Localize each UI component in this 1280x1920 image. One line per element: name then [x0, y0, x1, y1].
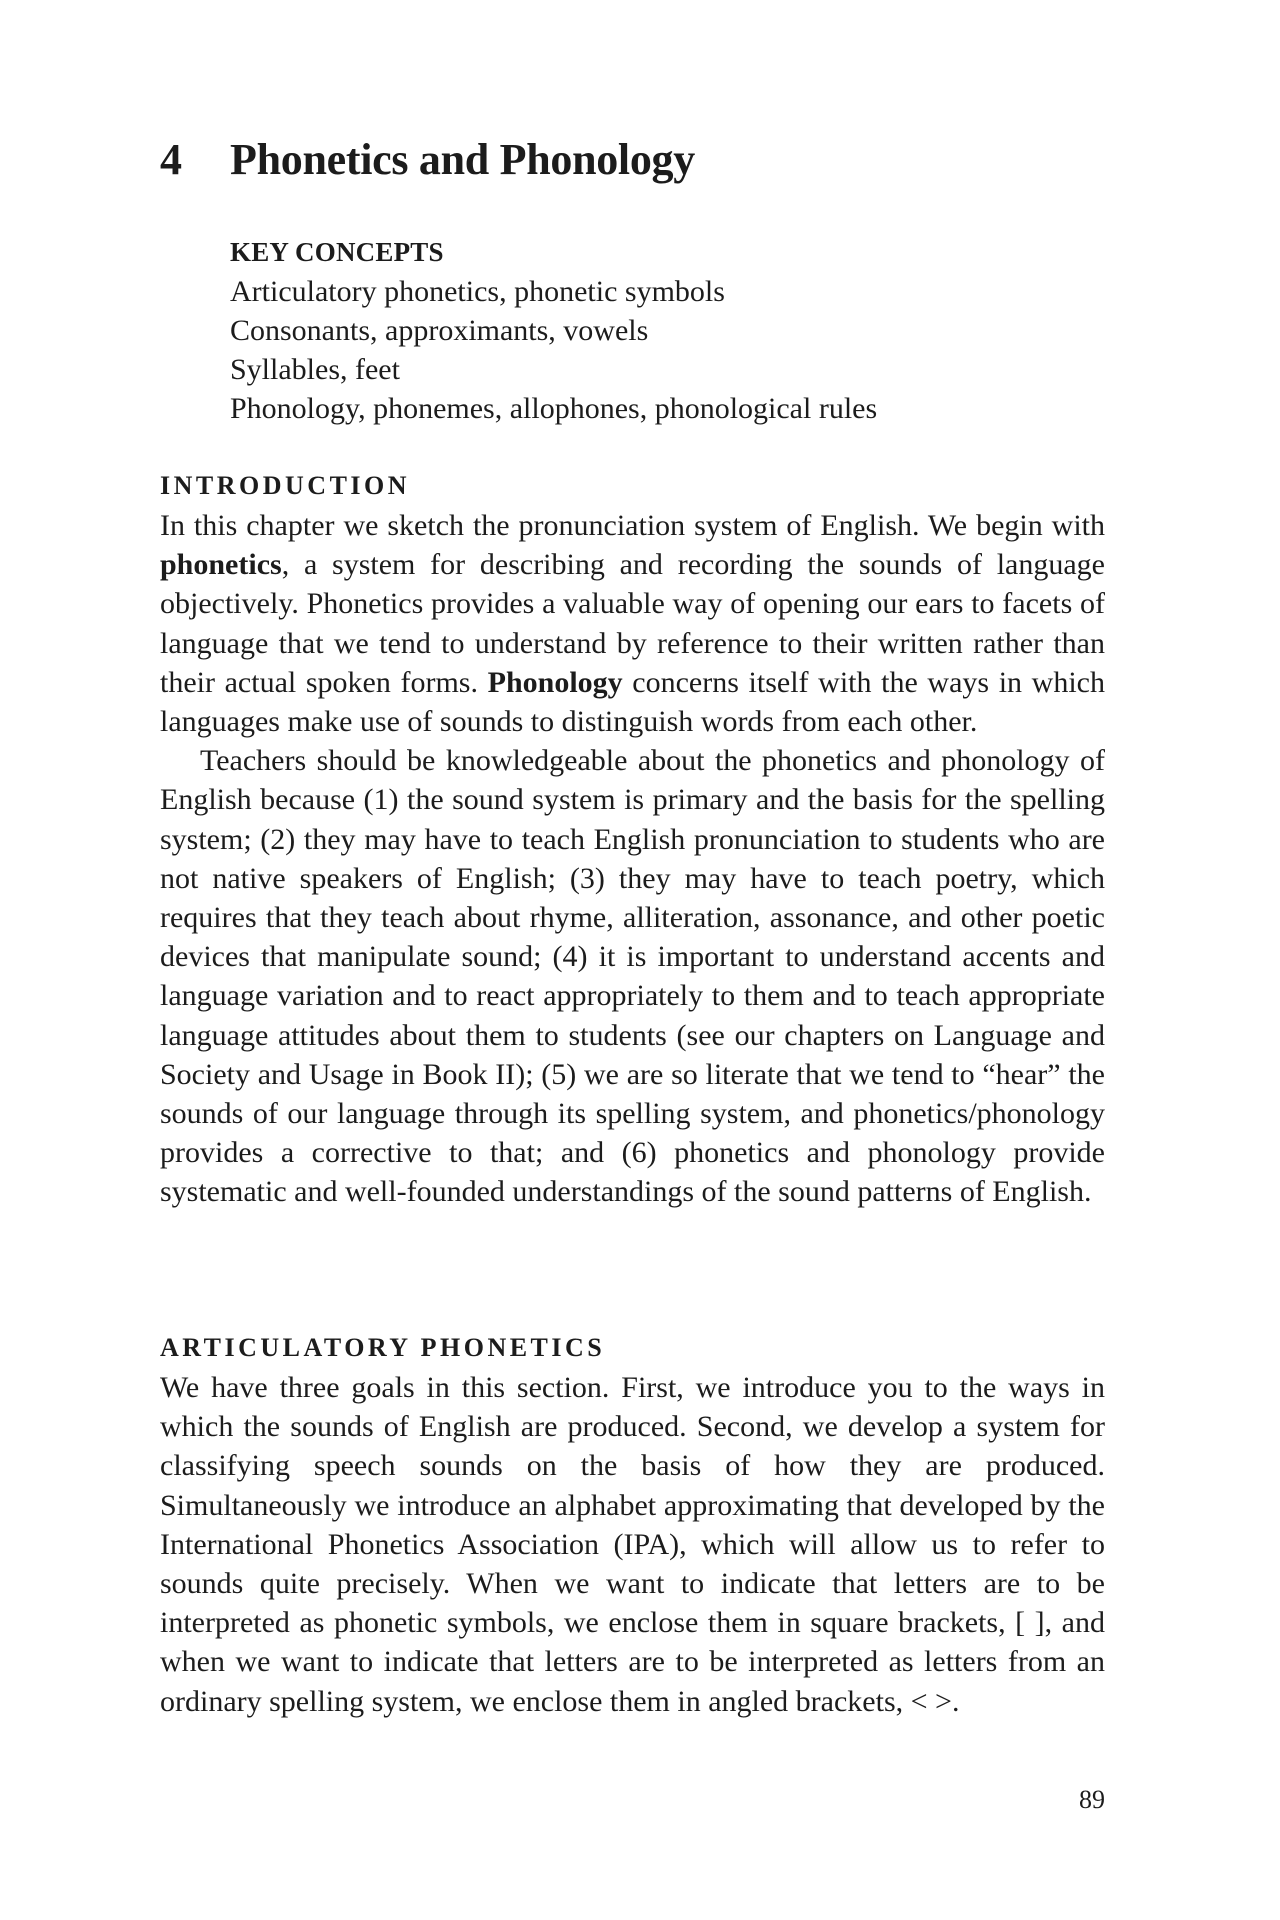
key-concepts-list: [230, 272, 1100, 428]
chapter-title: [160, 128, 695, 192]
chapter-number: 4: [160, 135, 182, 184]
text-run: In this chapter we sketch the pronunciation system of English. We begin with: [160, 509, 1105, 542]
articulatory-phonetics-section: [160, 1328, 1105, 1721]
introduction-heading: INTRODUCTION: [160, 471, 411, 500]
key-concepts-box: [230, 232, 1100, 428]
introduction-paragraph-2: Teachers should be knowledgeable about the phonetics and phonology of English because (1) the sound system is primary and the basis for the spelling system; (2) they may have to teach English pronunciation to students who are not native speakers of English; (3) they may have to teach poetry, which requires that they teach about rhyme, alliteration, assonance, and other poetic devices that manipulate sound; (4) it is important to understand accents and language variation and to react appropriately to them and to teach appropriate language attitudes about them to students (see our chapters on Language and Society and Usage in Book II); (5) we are so literate that we tend to “hear” the sounds of our language through its spelling system, and phonetics/phonology provides a corrective to that; and (6) phonetics and phonology provide systematic and well-founded understandings of the sound patterns of English.: [160, 744, 1105, 1209]
chapter-title-text: Phonetics and Phonology: [230, 135, 695, 184]
text-run: concerns itself with the ways in which languages make use of sounds to distinguish words from each other.: [160, 665, 1105, 739]
key-concept-item: Phonology, phonemes, allophones, phonological rules: [230, 392, 878, 425]
term-phonetics: phonetics: [160, 548, 282, 582]
articulatory-paragraph-1: We have three goals in this section. First, we introduce you to the ways in which the sounds of English are produced. Second, we develop a system for classifying speech sounds on the basis of how they are produced. Simultaneously we introduce an alphabet approximating that developed by the International Phonetics Association (IPA), which will allow us to refer to sounds quite precisely. When we want to indicate that letters are to be interpreted as phonetic symbols, we enclose them in square brackets, [ ], and when we want to indicate that letters are to be interpreted as letters from an ordinary spelling system, we enclose them in angled brackets, < >.: [160, 1371, 1105, 1718]
articulatory-phonetics-heading: ARTICULATORY PHONETICS: [160, 1333, 606, 1362]
key-concept-item: Articulatory phonetics, phonetic symbols: [230, 275, 725, 308]
page-number: 89: [1079, 1785, 1105, 1814]
introduction-section: [160, 466, 1105, 1212]
key-concept-item: Syllables, feet: [230, 353, 400, 386]
introduction-paragraph-1: [160, 506, 1105, 741]
text-run: , a system for describing and recording the sounds of language objectively. Phonetics provides a valuable way of opening our ears to facets of language that we tend to understand by reference to their written rather than their actual spoken forms.: [160, 548, 1105, 699]
key-concept-item: Consonants, approximants, vowels: [230, 314, 649, 347]
book-page: [160, 0, 1105, 1920]
term-phonology: Phonology: [487, 665, 623, 699]
key-concepts-heading: KEY CONCEPTS: [230, 237, 444, 267]
